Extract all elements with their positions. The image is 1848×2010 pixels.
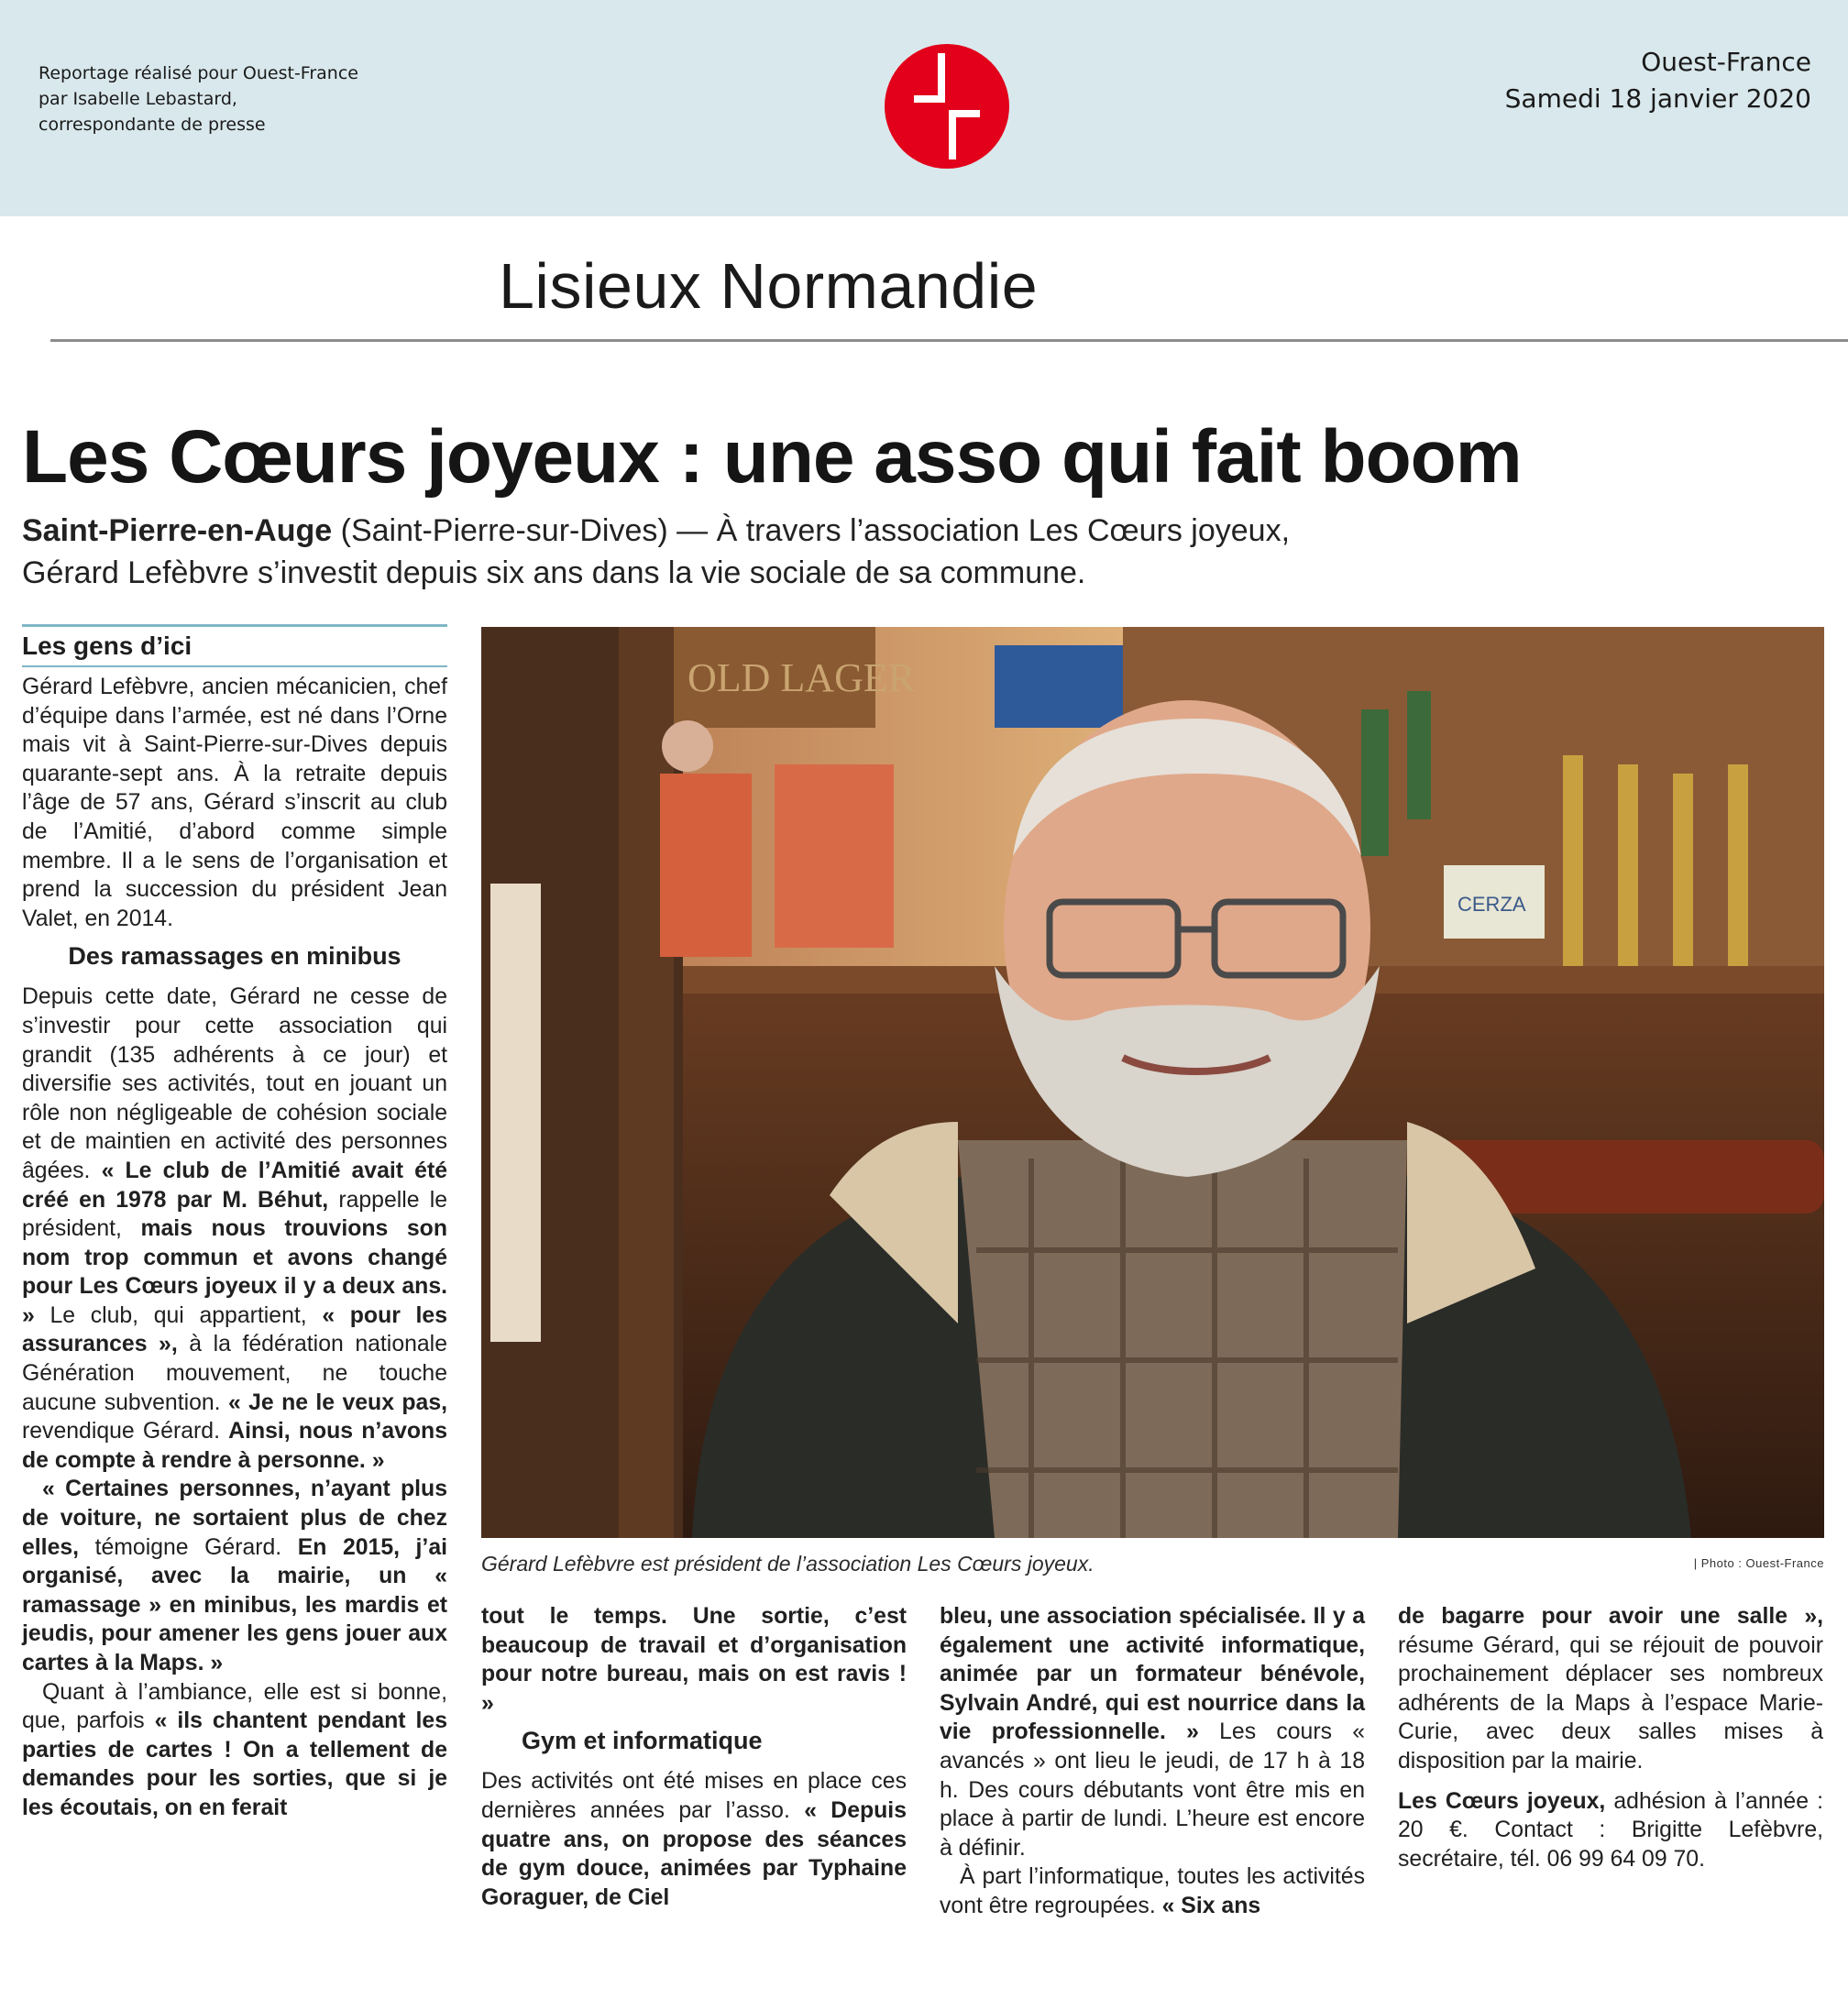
quote: « Certaines personnes, n’ayant plus de voiture, ne sortaient plus de chez elles, [22,1477,447,1560]
quote: Ainsi, nous n’avons de compte à rendre à personne. » [22,1419,447,1473]
article-photo [481,627,1824,1538]
info-title: Les Cœurs joyeux, [1398,1788,1606,1814]
issue-date: Samedi 18 janvier 2020 [1504,83,1811,114]
paragraph [940,1602,1365,1862]
quote: tout le temps. Une sortie, c’est beaucoup de travail et d’organisation pour notre bureau, mais on est ravis ! » [481,1604,907,1716]
chapo [22,510,1290,594]
article-column-3 [940,1602,1365,1921]
paragraph [22,983,447,1475]
headline: Les Cœurs joyeux : une asso qui fait boom [22,415,1522,499]
quote: En 2015, j’ai organisé, avec la mairie, un « ramassage » en minibus, les mardis et jeudis, pour amener les gens jouer aux cartes à la Maps. » [22,1534,447,1675]
text: adhésion à l’année : 20 €. Contact : Brigitte Lefèbvre, secrétaire, tél. 06 99 64 09 70. [1398,1788,1823,1872]
photo-credit: | Photo : Ouest-France [1693,1556,1824,1570]
article-column-2 [481,1602,907,1912]
info-box [1398,1787,1823,1874]
text: témoigne Gérard. [79,1534,298,1560]
text: À part l’informatique, toutes les activités vont être regroupées. [940,1864,1365,1918]
quote: de bagarre pour avoir une salle », [1398,1604,1823,1629]
paragraph [1398,1602,1823,1776]
text: Des activités ont été mises en place ces dernières années par l’asso. [481,1769,907,1823]
paragraph [940,1862,1365,1920]
text: résume Gérard, qui se réjouit de pouvoir prochainement déplacer ses nombreux adhérents de la Maps à l’espace Marie-Curie, avec deux salles mises à disposition par la mairie. [1398,1632,1823,1774]
section-rule [50,339,1848,342]
text: Le club, qui appartient, [34,1302,323,1328]
paragraph [481,1767,907,1912]
chapo-line-2: Gérard Lefèbvre s’investit depuis six ans dans la vie sociale de sa commune. [22,555,1086,590]
report-credit [38,60,358,137]
text: Les cours « avancés » ont lieu le jeudi, de 17 h à 18 h. Des cours débutants vont être mis en place à partir de lundi. L’heure est encore à définir. [940,1719,1365,1861]
report-credit-line: par Isabelle Lebastard, [38,89,237,109]
paragraph [22,1678,447,1823]
newspaper-name: Ouest-France [1641,47,1811,77]
section-title: Lisieux Normandie [499,250,1039,322]
quote: « Le club de l’Amitié avait été créé en 1978 par M. Béhut, [22,1158,447,1213]
quote: « Je ne le veux pas, [227,1389,447,1415]
subheading: Des ramassages en minibus [68,942,402,971]
quote: bleu, une association spécialisée. Il y a également une activité informatique, animée par un formateur bénévole, Sylvain André, qui est nourrice dans la vie professionnelle. » [940,1604,1365,1745]
text: Depuis cette date, Gérard ne cesse de s’investir pour cette association qui grandit (135 adhérents à ce jour) et diversifie ses activités, tout en jouant un rôle non négligeable de cohésion sociale et de maintien en activité des personnes âgées. [22,984,447,1183]
bottle-label: CERZA [1458,893,1526,916]
rubric-label: Les gens d’ici [22,632,192,660]
quote: mais nous trouvions son nom trop commun et avons changé pour Les Cœurs joyeux il y a deux ans. » [22,1216,447,1328]
ouest-france-logo-icon [885,44,1009,169]
text: rappelle le président, [22,1187,448,1242]
pub-sign: OLD LAGER [688,655,916,700]
report-credit-line: correspondante de presse [38,115,266,135]
article-column-1 [22,673,447,1823]
quote: « pour les assurances », [22,1302,447,1357]
report-credit-line: Reportage réalisé pour Ouest-France [38,63,358,83]
rubric-rule-bottom [22,665,447,667]
text: à la fédération nationale Génération mouvement, ne touche aucune subvention. [22,1332,447,1415]
quote: « Six ans [1161,1893,1261,1918]
text: Quant à l’ambiance, elle est si bonne, que, parfois [22,1679,447,1734]
photo-illustration [481,627,1824,1538]
paragraph [22,1475,447,1677]
issue-info [1505,44,1811,117]
article-column-4 [1398,1602,1823,1873]
chapo-line-1 [22,510,1290,552]
rubric-rule-top [22,624,447,627]
paragraph [481,1602,907,1718]
text: revendique Gérard. [22,1419,229,1444]
quote: « ils chantent pendant les parties de cartes ! On a tellement de demandes pour les sorties, que si je les écoutais, on en ferait [22,1708,447,1820]
chapo-place-detail: (Saint-Pierre-sur-Dives) — [332,513,717,548]
quote: « Depuis quatre ans, on propose des séances de gym douce, animées par Typhaine Goraguer, de Ciel [481,1797,907,1910]
photo-caption: Gérard Lefèbvre est président de l’association Les Cœurs joyeux. [481,1552,1094,1576]
chapo-place: Saint-Pierre-en-Auge [22,513,333,548]
paragraph: Gérard Lefèbvre, ancien mécanicien, chef d’équipe dans l’armée, est né dans l’Orne mais vit à Saint-Pierre-sur-Dives depuis quarante-sept ans. À la retraite depuis l’âge de 57 ans, Gérard s’inscrit au club de l’Amitié, d’abord comme simple membre. Il a le sens de l’organisation et prend la succession du président Jean Valet, en 2014. [22,675,447,931]
subheading: Gym et informatique [522,1727,763,1755]
chapo-line1-rest: À travers l’association Les Cœurs joyeux, [716,513,1291,548]
